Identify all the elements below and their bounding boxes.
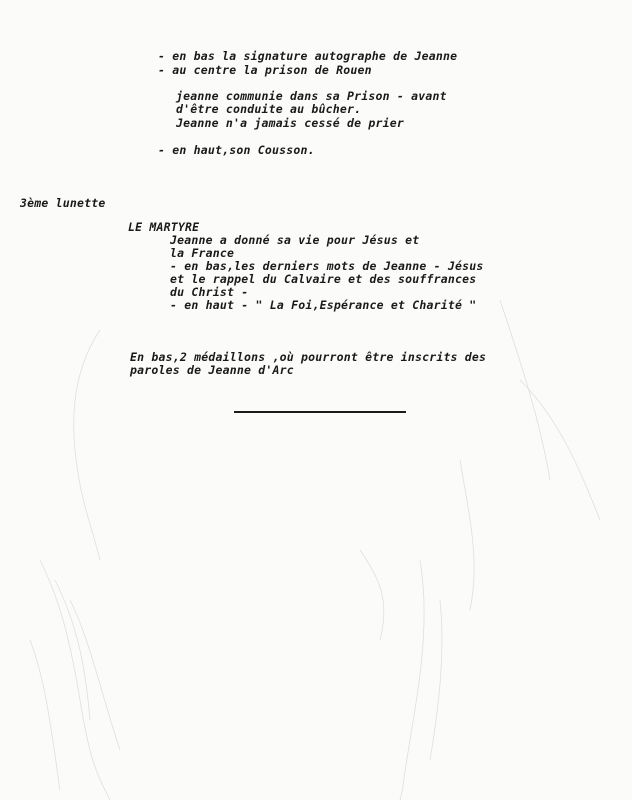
block2-line2: la France xyxy=(170,246,235,260)
block1-line2: - au centre la prison de Rouen xyxy=(158,63,372,77)
section-heading: 3ème lunette xyxy=(20,196,106,210)
block3-line2: paroles de Jeanne d'Arc xyxy=(130,363,294,377)
block1-line4: d'être conduite au bûcher. xyxy=(176,102,362,116)
block2-line3: - en bas,les derniers mots de Jeanne - Jésus xyxy=(170,259,484,273)
block2-line6: - en haut - " La Foi,Espérance et Charité " xyxy=(170,298,477,312)
block1-line3: jeanne communie dans sa Prison - avant xyxy=(176,89,447,103)
block1-line5: Jeanne n'a jamais cessé de prier xyxy=(176,116,404,130)
block2-line5: du Christ - xyxy=(170,285,249,299)
block3-line1: En bas,2 médaillons ,où pourront être inscrits des xyxy=(130,350,487,364)
horizontal-rule xyxy=(234,411,406,413)
block1-line1: - en bas la signature autographe de Jeanne xyxy=(158,49,458,63)
block2-line1: Jeanne a donné sa vie pour Jésus et xyxy=(170,233,420,247)
block1-line6: - en haut,son Cousson. xyxy=(158,143,315,157)
block2-line4: et le rappel du Calvaire et des souffrances xyxy=(170,272,477,286)
martyre-title: LE MARTYRE xyxy=(128,220,200,234)
